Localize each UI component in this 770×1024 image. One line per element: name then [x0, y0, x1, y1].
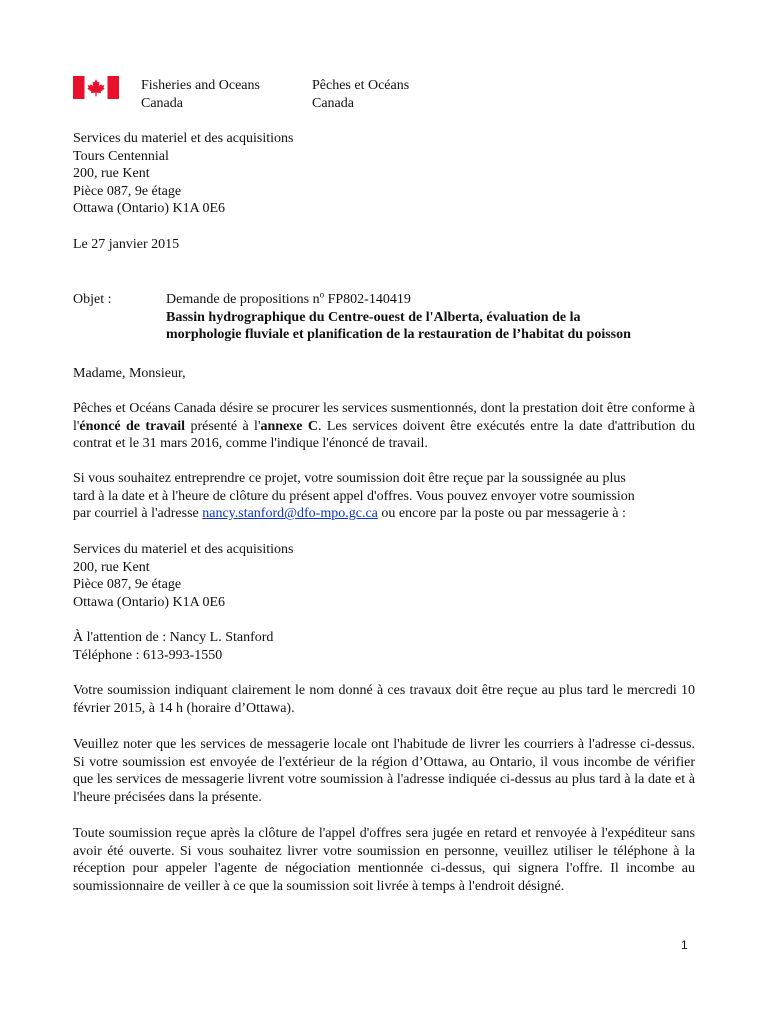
sender-line: Pièce 087, 9e étage	[73, 183, 182, 199]
department-fr-line1: Pêches et Océans	[312, 78, 410, 93]
department-en-line2: Canada	[141, 95, 183, 111]
paragraph-deadline: Votre soumission indiquant clairement le nom donné à ces travaux doit être reçue au plus tard le mercredi 10 février 2015, à 14 h (horaire d’Ottawa).	[73, 683, 695, 716]
contact-attention: À l'attention de : Nancy L. Stanford	[73, 630, 274, 645]
paragraph-intro	[73, 400, 695, 453]
department-en-line1: Fisheries and Oceans	[141, 78, 260, 93]
subject-title-line2: morphologie fluviale et planification de la restauration de l’habitat du poisson	[166, 327, 631, 343]
department-fr-line2: Canada	[312, 95, 354, 111]
subject-ref-number: FP802-140419	[324, 292, 411, 307]
para2-line2: tard à la date et à l'heure de clôture du présent appel d'offres. Vous pouvez envoyer votre soumission	[73, 488, 635, 504]
sender-line: 200, rue Kent	[73, 166, 150, 182]
address-line: Ottawa (Ontario) K1A 0E6	[73, 594, 226, 610]
para1-bold-annex: annexe C	[260, 418, 318, 434]
contact-phone: Téléphone : 613-993-1550	[73, 647, 223, 663]
salutation: Madame, Monsieur,	[73, 366, 186, 381]
subject-title-line1: Bassin hydrographique du Centre-ouest de l'Alberta, évaluation de la	[166, 309, 581, 325]
para1-text: Pêches et Océans Canada désire se procurer les services susmentionnés, dont la prestation doit être conforme à l'	[73, 401, 695, 434]
para2-line3	[73, 505, 695, 523]
para2-line1: Si vous souhaitez entreprendre ce projet, votre soumission doit être reçue par la soussignée au plus	[73, 471, 626, 486]
email-link[interactable]: nancy.stanford@dfo-mpo.gc.ca	[202, 506, 378, 522]
subject-block	[166, 291, 631, 344]
para1-bold-sow: énoncé de travail	[79, 418, 186, 434]
department-name-fr	[312, 77, 409, 112]
paragraph-late-submission: Toute soumission reçue après la clôture de l'appel d'offres sera jugée en retard et renvoyée à l'expéditeur sans avoir été ouverte. Si vous souhaitez livrer votre soumission en personne, veuillez utiliser le téléphone à la réception pour appeler l'agente de négociation mentionnée ci-dessus, qui signera l'offre. Il incombe au soumissionnaire de veiller à ce que la soumission soit livrée à temps à l'endroit désigné.	[73, 826, 695, 894]
page-number: 1	[681, 938, 688, 952]
para1-text: . Les services doivent être exécutés entre la date d'attribution du contrat et le 31 mars 2016, comme l'indique l'énoncé de travail.	[73, 418, 695, 452]
paragraph-courier: Veuillez noter que les services de messagerie locale ont l'habitude de livrer les courriers à l'adresse ci-dessus. Si votre soumission est envoyée de l'extérieur de la région d’Ottawa, au Ontario, il vous incombe de vérifier que les services de messagerie livrent votre soumission à l'adresse indiquée ci-dessus au plus tard à la date et à l'heure précisées dans la présente.	[73, 737, 695, 805]
department-name-en	[141, 77, 260, 112]
subject-prefix: Demande de propositions n	[166, 292, 320, 307]
para2-line3-suffix: ou encore par la poste ou par messagerie à :	[377, 506, 626, 522]
para2-line3-prefix: par courriel à l'adresse	[73, 506, 203, 522]
delivery-address	[73, 541, 293, 611]
address-line: Pièce 087, 9e étage	[73, 577, 182, 593]
sender-address	[73, 130, 293, 218]
sender-line: Ottawa (Ontario) K1A 0E6	[73, 201, 226, 217]
sender-line: Services du materiel et des acquisitions	[73, 131, 294, 146]
address-line: Services du materiel et des acquisitions	[73, 542, 294, 557]
contact-block	[73, 629, 273, 664]
address-line: 200, rue Kent	[73, 559, 150, 575]
subject-superscript: o	[319, 289, 325, 300]
sender-line: Tours Centennial	[73, 148, 169, 164]
subject-label: Objet :	[73, 292, 112, 307]
canada-flag-icon	[73, 76, 119, 99]
para1-text: présenté à l'	[185, 418, 261, 434]
paragraph-submission	[73, 470, 695, 523]
letter-date: Le 27 janvier 2015	[73, 237, 180, 252]
subject-reference	[166, 291, 631, 309]
